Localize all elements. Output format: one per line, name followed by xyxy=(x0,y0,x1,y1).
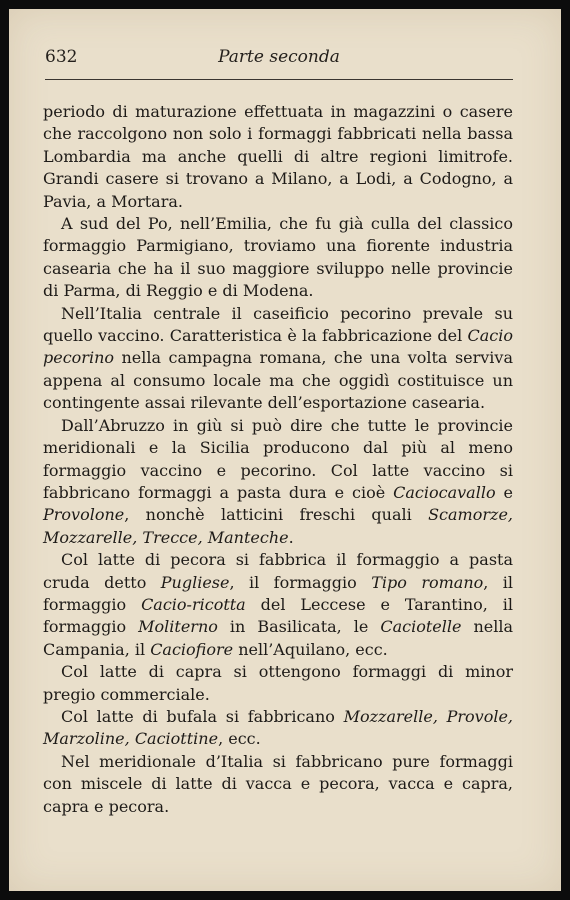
text-run: , il formaggio xyxy=(229,572,372,592)
paragraph xyxy=(43,549,513,661)
paragraph xyxy=(43,661,513,706)
italic-term: Pugliese xyxy=(160,572,230,592)
body-text xyxy=(43,101,513,818)
text-run: Nel meridionale d’Italia si fabbricano pure formaggi con miscele di latte di vacca e pecora, vacca e capra, capra e pecora. xyxy=(43,751,513,816)
running-title: Parte seconda xyxy=(218,47,340,67)
text-run: Dall’Abruzzo in giù si può dire che tutte le provincie meridionali e la Sicilia producono dal più al meno formaggio vaccino e pecorino. Col latte vaccino si fabbricano formaggi a pasta dura e cioè xyxy=(43,415,513,502)
book-page xyxy=(9,9,561,891)
paragraph xyxy=(43,706,513,751)
italic-term: Moliterno xyxy=(138,617,218,637)
italic-term: Scamorze, Mozzarelle, Trecce, Manteche xyxy=(43,505,513,547)
text-run: , il formaggio xyxy=(43,572,514,614)
paragraph xyxy=(43,303,513,415)
text-run: in Basilicata, le xyxy=(217,617,381,637)
text-run: , ecc. xyxy=(218,729,261,749)
italic-term: Caciocavallo xyxy=(393,482,496,502)
italic-term: Caciotelle xyxy=(380,617,462,637)
italic-term: Cacio-ricotta xyxy=(141,594,246,614)
text-run: . xyxy=(288,527,294,547)
text-run: nella campagna romana, che una volta serviva appena al consumo locale ma che oggidì costituisce un contingente assai rilevante dell’esportazione casearia. xyxy=(43,348,513,413)
text-run: nella Campania, il xyxy=(43,617,513,659)
text-run: , nonchè latticini freschi quali xyxy=(124,505,429,525)
text-run: Col latte di capra si ottengono formaggi di minor pregio commerciale. xyxy=(43,662,513,704)
text-run: Col latte di bufala si fabbricano xyxy=(61,706,344,726)
italic-term: Cacio pecorino xyxy=(43,326,513,368)
paragraph xyxy=(43,751,513,818)
text-run: Col latte di pecora si fabbrica il formaggio a pasta cruda detto xyxy=(43,550,513,592)
italic-term: Caciofiore xyxy=(150,639,234,659)
page-header xyxy=(45,45,513,80)
italic-term: Mozzarelle, Provole, Marzoline, Caciottine xyxy=(43,706,514,749)
paragraph xyxy=(43,415,513,549)
text-run: nell’Aquilano, ecc. xyxy=(233,639,388,659)
text-run: Nell’Italia centrale il caseificio pecorino prevale su quello vaccino. Caratteristica è la fabbricazione del xyxy=(43,303,513,346)
paragraph xyxy=(43,213,513,303)
page-number: 632 xyxy=(45,47,78,67)
text-run: A sud del Po, nell’Emilia, che fu già culla del classico formaggio Parmigiano, troviamo una fiorente industria casearia che ha il suo maggiore sviluppo nelle provincie di Parma, di Reggio e di Modena. xyxy=(43,214,513,301)
italic-term: Provolone xyxy=(43,505,125,525)
text-run: periodo di maturazione effettuata in magazzini o casere che raccolgono non solo i formaggi fabbricati nella bassa Lombardia ma anche quelli di altre regioni limitrofe. Grandi casere si trovano a Milano, a Lodi, a Codogno, a Pavia, a Mortara. xyxy=(43,102,513,211)
paragraph xyxy=(43,101,513,213)
italic-term: Tipo romano xyxy=(371,572,484,592)
text-run: del Leccese e Tarantino, il formaggio xyxy=(43,594,514,637)
text-run: e xyxy=(495,482,513,502)
